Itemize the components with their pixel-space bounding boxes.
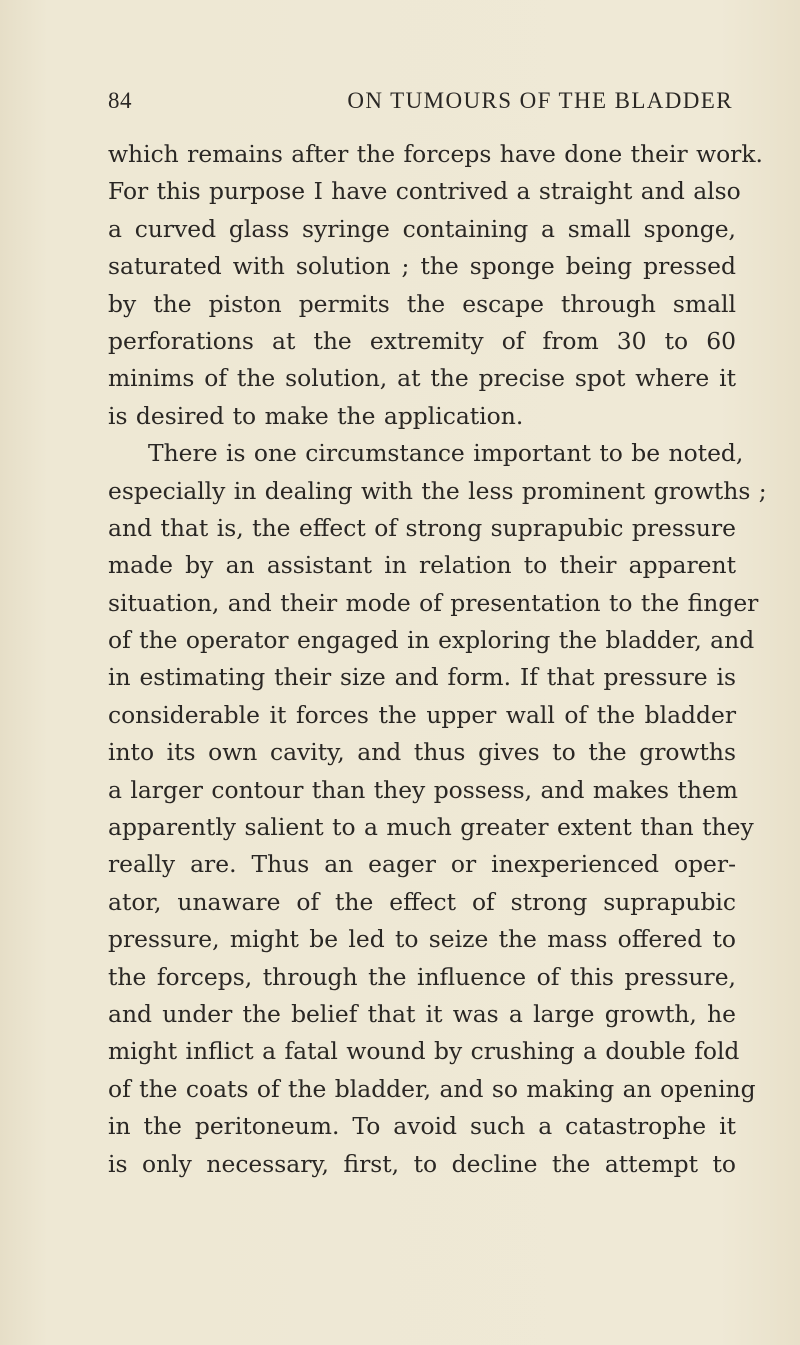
text-line: For this purpose I have contrived a straight and also	[108, 177, 741, 206]
text-line: saturated with solution ; the sponge being pressed	[108, 252, 736, 281]
text-line: which remains after the forceps have done their work.	[108, 140, 763, 168]
text-line: is desired to make the application.	[108, 401, 524, 430]
text-line: minims of the solution, at the precise spot where it	[108, 364, 736, 393]
text-line: and that is, the effect of strong suprapubic pressure	[108, 513, 736, 542]
text-line: apparently salient to a much greater extent than they	[108, 813, 754, 842]
text-line: the forceps, through the influence of this pressure,	[108, 962, 736, 991]
text-line: pressure, might be led to seize the mass offered to	[108, 925, 736, 954]
page-header	[108, 88, 733, 118]
text-line: situation, and their mode of presentation to the finger	[108, 588, 759, 617]
text-line: of the coats of the bladder, and so making an opening	[108, 1074, 756, 1103]
text-line: perforations at the extremity of from 30 to 60	[108, 326, 736, 355]
text-line: might inflict a fatal wound by crushing a double fold	[108, 1037, 740, 1066]
text-line: a curved glass syringe containing a small sponge,	[108, 214, 736, 243]
text-line: made by an assistant in relation to their apparent	[108, 551, 736, 580]
text-line: into its own cavity, and thus gives to the growths	[108, 738, 736, 767]
text-line: There is one circumstance important to be noted,	[148, 439, 744, 468]
running-title: ON TUMOURS OF THE BLADDER	[347, 88, 733, 113]
text-line: considerable it forces the upper wall of the bladder	[108, 700, 736, 729]
text-line: a larger contour than they possess, and makes them	[108, 775, 738, 804]
text-line: and under the belief that it was a large growth, he	[108, 999, 736, 1028]
text-line: is only necessary, first, to decline the attempt to	[108, 1149, 736, 1178]
text-line: in estimating their size and form. If that pressure is	[108, 663, 736, 692]
text-line: especially in dealing with the less prominent growths ;	[108, 476, 767, 505]
text-line: of the operator engaged in exploring the bladder, and	[108, 626, 755, 655]
text-line: ator, unaware of the effect of strong suprapubic	[108, 887, 736, 916]
text-line: by the piston permits the escape through small	[108, 289, 736, 318]
body-text	[108, 136, 767, 1183]
page-number: 84	[108, 88, 132, 113]
text-line: in the peritoneum. To avoid such a catastrophe it	[108, 1112, 736, 1141]
text-line: really are. Thus an eager or inexperienced oper-	[108, 850, 736, 879]
